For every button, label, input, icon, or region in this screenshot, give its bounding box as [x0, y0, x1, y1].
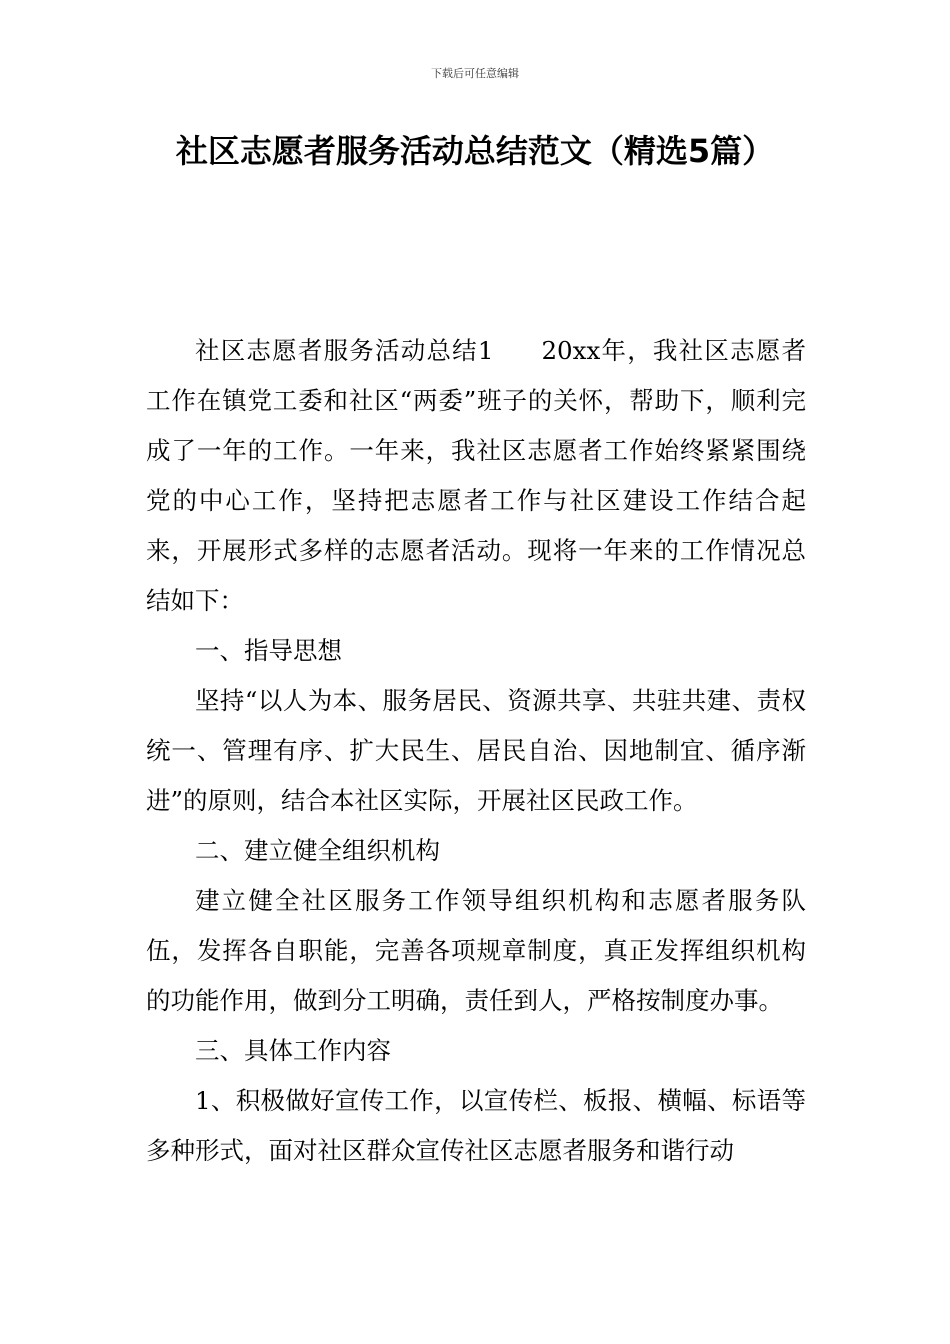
intro-paragraph — [146, 326, 806, 626]
document-title: 社区志愿者服务活动总结范文（精选5篇） — [175, 132, 775, 170]
section-paragraph-1: 坚持“以人为本、服务居民、资源共享、共驻共建、责权统一、管理有序、扩大民生、居民自治、因地制宜、循序渐进”的原则，结合本社区实际，开展社区民政工作。 — [146, 686, 806, 815]
document-body — [146, 326, 806, 1176]
section-paragraph-3: 1、积极做好宣传工作，以宣传栏、板报、横幅、标语等多种形式，面对社区群众宣传社区志愿者服务和谐行动 — [146, 1086, 806, 1165]
section-heading-1: 一、指导思想 — [195, 636, 342, 665]
intro-label: 社区志愿者服务活动总结1 — [195, 336, 494, 365]
header-note: 下载后可任意编辑 — [431, 67, 519, 80]
intro-text: 20xx年，我社区志愿者工作在镇党工委和社区“两委”班子的关怀，帮助下，顺利完成了一年的工作。一年来，我社区志愿者工作始终紧紧围绕党的中心工作，坚持把志愿者工作与社区建设工作结合起来，开展形式多样的志愿者活动。现将一年来的工作情况总结如下： — [146, 336, 807, 615]
section-heading-2: 二、建立健全组织机构 — [195, 836, 440, 865]
section-heading-3: 三、具体工作内容 — [195, 1036, 391, 1065]
section-paragraph-2: 建立健全社区服务工作领导组织机构和志愿者服务队伍，发挥各自职能，完善各项规章制度，真正发挥组织机构的功能作用，做到分工明确，责任到人，严格按制度办事。 — [146, 886, 806, 1015]
